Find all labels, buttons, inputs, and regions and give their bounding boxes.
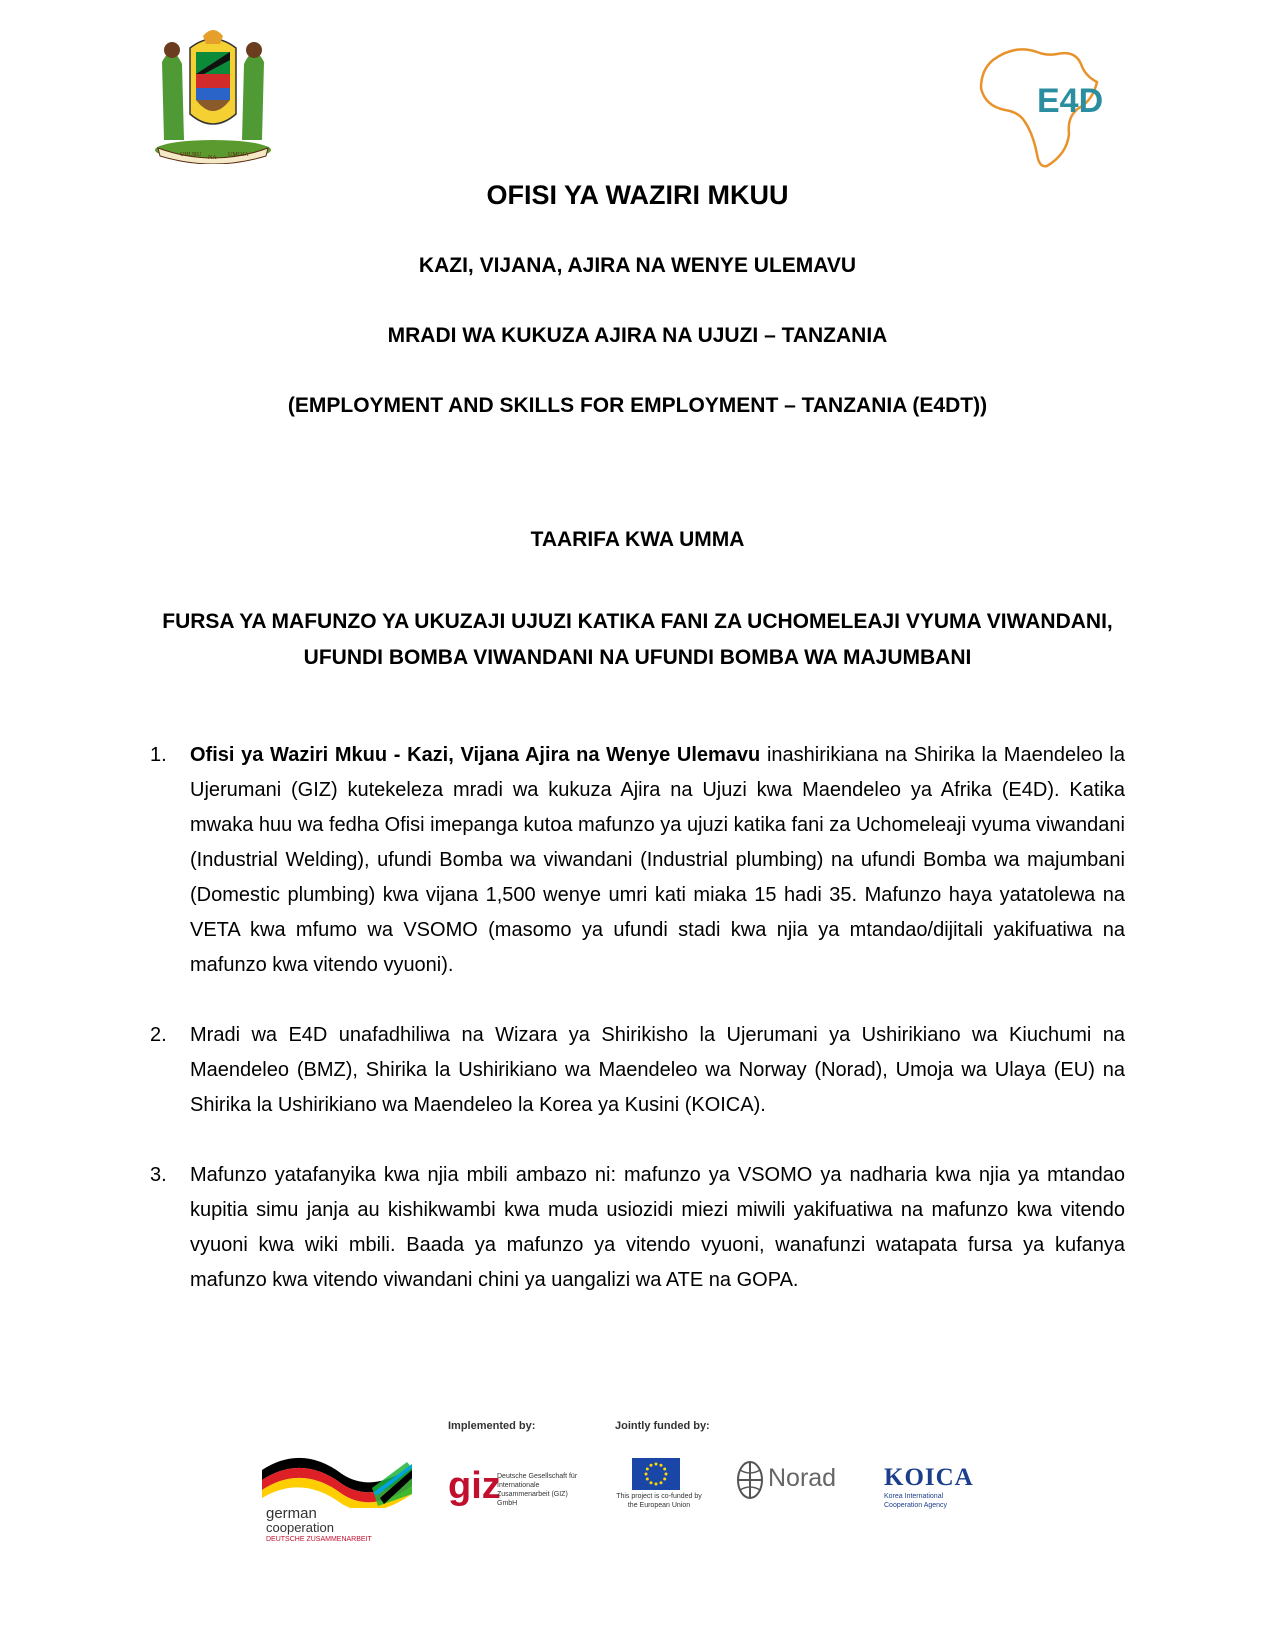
list-item-number: 1. <box>150 744 167 766</box>
project-english-subtitle: (EMPLOYMENT AND SKILLS FOR EMPLOYMENT – TANZANIA (E4DT)) <box>287 394 988 417</box>
numbered-list <box>150 738 1125 1333</box>
german-cooperation-line3: DEUTSCHE ZUSAMMENARBEIT <box>266 1536 372 1543</box>
koica-logo: KOICA <box>884 1464 974 1491</box>
project-subtitle: MRADI WA KUKUZA AJIRA NA UJUZI – TANZANIA <box>387 324 888 347</box>
list-item <box>150 1158 1125 1298</box>
giz-subtitle: Deutsche Gesellschaft für Internationale Zusammenarbeit (GIZ) GmbH <box>497 1473 578 1507</box>
koica-subtitle: Korea International Cooperation Agency <box>884 1493 948 1509</box>
document-title: OFISI YA WAZIRI MKUU <box>486 180 789 210</box>
implemented-by-label: Implemented by: <box>448 1420 536 1432</box>
norad-emblem-icon <box>736 1460 764 1500</box>
list-item <box>150 738 1125 983</box>
german-cooperation-line2: cooperation <box>266 1520 334 1535</box>
list-item-text: Mafunzo yatafanyika kwa njia mbili ambazo ni: mafunzo ya VSOMO ya nadharia kwa njia ya mtandao kupitia simu janja au kishikwambi kwa muda usiozidi miezi miwili yakifuatiwa na mafunzo kwa vitendo vyuoni kwa wiki mbili. Baada ya mafunzo ya vitendo vyuoni, wanafunzi watapata fursa ya kufanya mafunzo kwa vitendo viwandani chini ya uangalizi wa ATE na GOPA. <box>190 1164 1125 1291</box>
tanzania-coat-of-arms-logo <box>148 22 278 164</box>
jointly-funded-by-label: Jointly funded by: <box>615 1420 710 1432</box>
coat-motto-2: NA <box>208 155 217 161</box>
list-item-text: Mradi wa E4D unafadhiliwa na Wizara ya Shirikisho la Ujerumani ya Ushirikiano wa Kiuchumi na Maendeleo (BMZ), Shirika la Ushirikiano wa Maendeleo wa Norway (Norad), Umoja wa Ulaya (EU) na Shirika la Ushirikiano wa Maendeleo la Korea ya Kusini (KOICA). <box>190 1024 1125 1116</box>
eu-caption: This project is co-funded by the European Union <box>616 1493 702 1509</box>
footer-logos <box>0 1420 1275 1550</box>
list-item-number: 2. <box>150 1024 167 1046</box>
list-item <box>150 1018 1125 1123</box>
notice-title: TAARIFA KWA UMMA <box>530 528 745 551</box>
german-cooperation-flag-icon <box>262 1448 412 1508</box>
list-item-number: 3. <box>150 1164 167 1186</box>
eu-flag-icon <box>632 1458 680 1490</box>
ministry-subtitle: KAZI, VIJANA, AJIRA NA WENYE ULEMAVU <box>418 254 857 277</box>
german-cooperation-line1: german <box>266 1505 317 1522</box>
opportunity-title: FURSA YA MAFUNZO YA UKUZAJI UJUZI KATIKA FANI ZA UCHOMELEAJI VYUMA VIWANDANI, UFUNDI BOMBA VIWANDANI NA UFUNDI BOMBA WA MAJUMBANI <box>162 610 1113 669</box>
list-item-text: inashirikiana na Shirika la Maendeleo la Ujerumani (GIZ) kutekeleza mradi wa kukuza Ajira na Ujuzi kwa Maendeleo ya Afrika (E4D). Katika mwaka huu wa fedha Ofisi imepanga kutoa mafunzo ya ujuzi katika fani za Uchomeleaji vyuma viwandani (Industrial Welding), ufundi Bomba wa viwandani (Industrial plumbing) na ufundi Bomba wa majumbani (Domestic plumbing) kwa vijana 1,500 wenye umri kati miaka 15 hadi 35. Mafunzo haya yatatolewa na VETA kwa mfumo wa VSOMO (masomo ya ufundi stadi kwa njia ya mtandao/dijitali yakifuatiwa na mafunzo kwa vitendo vyuoni). <box>190 744 1125 976</box>
norad-logo: Norad <box>768 1464 837 1492</box>
coat-motto-3: UMOJA <box>228 152 249 158</box>
giz-logo: giz <box>448 1465 501 1507</box>
list-item-bold-text: Ofisi ya Waziri Mkuu - Kazi, Vijana Ajira na Wenye Ulemavu <box>190 744 761 766</box>
coat-motto-1: UHURU <box>180 152 202 158</box>
e4d-logo <box>975 42 1135 174</box>
e4d-logo-text: E4D <box>1037 82 1104 120</box>
